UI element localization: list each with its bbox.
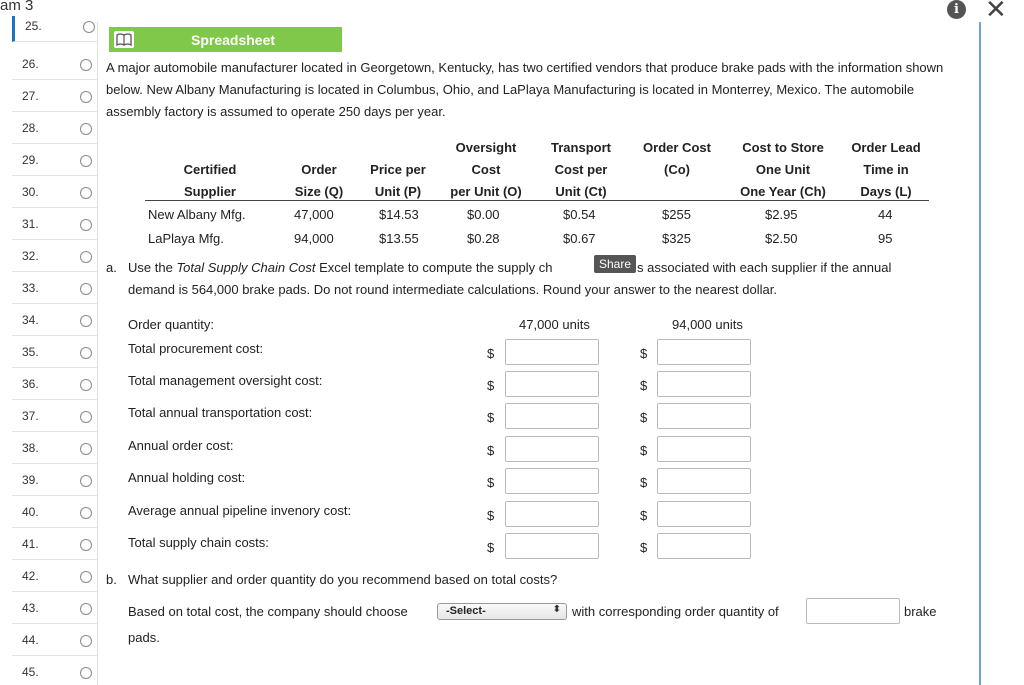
question-number: 34. — [22, 313, 39, 327]
part-a-line1-end: s associated with each supplier if the annual — [637, 260, 892, 275]
question-nav-item[interactable] — [12, 432, 98, 464]
pipeline-cost-47000-input[interactable] — [505, 501, 599, 527]
question-number: 30. — [22, 185, 39, 199]
cell-store: $2.50 — [765, 231, 798, 246]
part-a-line2: demand is 564,000 brake pads. Do not round intermediate calculations. Round your answer to the nearest dollar. — [128, 282, 777, 297]
order-quantity-input[interactable] — [806, 598, 900, 624]
question-nav-item[interactable] — [12, 16, 98, 42]
question-nav-item[interactable] — [12, 208, 98, 240]
question-nav-item[interactable] — [12, 496, 98, 528]
info-icon[interactable]: i — [947, 0, 966, 19]
currency-symbol: $ — [487, 346, 495, 361]
question-nav-item[interactable] — [12, 592, 98, 624]
question-nav-item[interactable] — [12, 400, 98, 432]
question-nav-item[interactable] — [12, 336, 98, 368]
spreadsheet-label: Spreadsheet — [191, 32, 276, 48]
question-number: 31. — [22, 217, 39, 231]
header-transport: Transport Cost per Unit (Ct) — [551, 140, 611, 199]
question-radio-icon[interactable] — [83, 21, 95, 33]
question-nav-item[interactable] — [12, 80, 98, 112]
currency-symbol: $ — [487, 378, 495, 393]
transportation-cost-47000-input[interactable] — [505, 403, 599, 429]
question-radio-icon[interactable] — [80, 379, 92, 391]
question-number: 37. — [22, 409, 39, 423]
question-nav-item[interactable] — [12, 176, 98, 208]
question-navigator — [12, 19, 98, 685]
header-order-size: Order Size (Q) — [294, 162, 344, 199]
question-nav-item[interactable] — [12, 528, 98, 560]
question-number: 41. — [22, 537, 39, 551]
content-right-border — [979, 22, 981, 685]
question-radio-icon[interactable] — [80, 411, 92, 423]
row-label: Total supply chain costs: — [128, 535, 269, 550]
cell-order-cost: $325 — [662, 231, 691, 246]
question-radio-icon[interactable] — [80, 187, 92, 199]
exam-title: am 3 — [0, 0, 34, 14]
question-radio-icon[interactable] — [80, 59, 92, 71]
select-value: -Select- — [446, 605, 486, 617]
cell-oversight: $0.28 — [467, 231, 500, 246]
cell-lead: 44 — [878, 207, 893, 222]
oversight-cost-47000-input[interactable] — [505, 371, 599, 397]
cell-price: $14.53 — [379, 207, 419, 222]
question-radio-icon[interactable] — [80, 603, 92, 615]
cell-store: $2.95 — [765, 207, 798, 222]
question-number: 26. — [22, 57, 39, 71]
pipeline-cost-94000-input[interactable] — [657, 501, 751, 527]
question-number: 27. — [22, 89, 39, 103]
question-number: 39. — [22, 473, 39, 487]
template-name: Total Supply Chain Cost — [176, 260, 316, 275]
part-b-sentence-end: brake — [904, 604, 937, 619]
question-number: 29. — [22, 153, 39, 167]
part-a-line1: Use the Total Supply Chain Cost Excel template to compute the supply ch — [128, 260, 553, 275]
question-number: 44. — [22, 633, 39, 647]
cell-transport: $0.67 — [563, 231, 596, 246]
row-label: Total management oversight cost: — [128, 373, 323, 388]
part-b-prefix: b. — [106, 572, 117, 587]
cell-supplier: LaPlaya Mfg. — [148, 231, 224, 246]
share-button[interactable]: Share — [594, 255, 636, 273]
cell-price: $13.55 — [379, 231, 419, 246]
question-number: 35. — [22, 345, 39, 359]
header-price: Price per Unit (P) — [370, 162, 426, 199]
part-b-question: What supplier and order quantity do you recommend based on total costs? — [128, 572, 558, 587]
currency-symbol: $ — [640, 443, 648, 458]
question-radio-icon[interactable] — [80, 155, 92, 167]
cell-order-size: 47,000 — [294, 207, 334, 222]
currency-symbol: $ — [487, 443, 495, 458]
header-order-cost: Order Cost (Co) — [643, 140, 711, 177]
question-number: 25. — [25, 19, 42, 33]
currency-symbol: $ — [487, 410, 495, 425]
currency-symbol: $ — [640, 508, 648, 523]
currency-symbol: $ — [640, 475, 648, 490]
header-oversight: Oversight Cost per Unit (O) — [450, 140, 522, 199]
question-number: 32. — [22, 249, 39, 263]
question-radio-icon[interactable] — [80, 219, 92, 231]
cell-lead: 95 — [878, 231, 893, 246]
column-header-47000: 47,000 units — [519, 317, 590, 332]
part-b-sentence-wrap: pads. — [128, 630, 160, 645]
total-cost-94000-input[interactable] — [657, 533, 751, 559]
question-radio-icon[interactable] — [80, 443, 92, 455]
question-radio-icon[interactable] — [80, 347, 92, 359]
question-radio-icon[interactable] — [80, 475, 92, 487]
question-number: 42. — [22, 569, 39, 583]
holding-cost-47000-input[interactable] — [505, 468, 599, 494]
question-radio-icon[interactable] — [80, 251, 92, 263]
question-radio-icon[interactable] — [80, 507, 92, 519]
row-label: Average annual pipeline invenory cost: — [128, 503, 352, 518]
oversight-cost-94000-input[interactable] — [657, 371, 751, 397]
column-header-94000: 94,000 units — [672, 317, 743, 332]
cell-order-size: 94,000 — [294, 231, 334, 246]
question-nav-item[interactable] — [12, 272, 98, 304]
currency-symbol: $ — [487, 508, 495, 523]
question-radio-icon[interactable] — [80, 667, 92, 679]
question-nav-item[interactable] — [12, 368, 98, 400]
question-number: 40. — [22, 505, 39, 519]
procurement-cost-47000-input[interactable] — [505, 339, 599, 365]
procurement-cost-94000-input[interactable] — [657, 339, 751, 365]
select-arrows-icon: ⬍ — [552, 604, 561, 615]
question-radio-icon[interactable] — [80, 571, 92, 583]
cell-order-cost: $255 — [662, 207, 691, 222]
cell-transport: $0.54 — [563, 207, 596, 222]
close-icon[interactable]: ✕ — [985, 0, 1007, 24]
supplier-select[interactable] — [437, 603, 567, 620]
holding-cost-94000-input[interactable] — [657, 468, 751, 494]
question-nav-item[interactable] — [12, 464, 98, 496]
table-header-rule — [145, 200, 929, 201]
order-cost-47000-input[interactable] — [505, 436, 599, 462]
problem-intro: A major automobile manufacturer located in Georgetown, Kentucky, has two certified vendors that produce brake pads with the information shown below. New Albany Manufacturing is located in Columbus, Ohio, and LaPlaya Manufacturing is located in Monterrey, Mexico. The automobile assembly factory is assumed to operate 250 days per year. — [106, 60, 944, 119]
top-bar — [0, 0, 1024, 22]
header-cost-to-store: Cost to Store One Unit One Year (Ch) — [740, 140, 826, 199]
book-icon — [114, 31, 134, 48]
question-nav-item[interactable] — [12, 560, 98, 592]
question-nav-item[interactable] — [12, 112, 98, 144]
question-number: 38. — [22, 441, 39, 455]
row-label: Total annual transportation cost: — [128, 405, 313, 420]
transportation-cost-94000-input[interactable] — [657, 403, 751, 429]
currency-symbol: $ — [640, 346, 648, 361]
question-number: 28. — [22, 121, 39, 135]
question-radio-icon[interactable] — [80, 635, 92, 647]
question-radio-icon[interactable] — [80, 283, 92, 295]
question-nav-item[interactable] — [12, 48, 98, 80]
question-nav-item[interactable] — [12, 144, 98, 176]
cell-supplier: New Albany Mfg. — [148, 207, 246, 222]
question-number: 45. — [22, 665, 39, 679]
question-radio-icon[interactable] — [80, 123, 92, 135]
currency-symbol: $ — [640, 410, 648, 425]
part-b-sentence-mid: with corresponding order quantity of — [572, 604, 779, 619]
question-nav-item[interactable] — [12, 656, 98, 685]
currency-symbol: $ — [487, 475, 495, 490]
row-label: Annual order cost: — [128, 438, 234, 453]
question-number: 33. — [22, 281, 39, 295]
question-radio-icon[interactable] — [80, 539, 92, 551]
part-a-prefix: a. — [106, 260, 117, 275]
spreadsheet-button[interactable] — [109, 27, 342, 52]
currency-symbol: $ — [640, 540, 648, 555]
currency-symbol: $ — [640, 378, 648, 393]
currency-symbol: $ — [487, 540, 495, 555]
total-cost-47000-input[interactable] — [505, 533, 599, 559]
header-order-lead: Order Lead Time in Days (L) — [851, 140, 921, 199]
question-number: 43. — [22, 601, 39, 615]
part-b-sentence-start: Based on total cost, the company should choose — [128, 604, 408, 619]
row-label: Annual holding cost: — [128, 470, 246, 485]
header-supplier: Certified Supplier — [183, 162, 237, 199]
cell-oversight: $0.00 — [467, 207, 500, 222]
question-number: 36. — [22, 377, 39, 391]
question-radio-icon[interactable] — [80, 315, 92, 327]
question-nav-item[interactable] — [12, 304, 98, 336]
question-nav-item[interactable] — [12, 240, 98, 272]
order-cost-94000-input[interactable] — [657, 436, 751, 462]
row-label: Total procurement cost: — [128, 341, 264, 356]
question-radio-icon[interactable] — [80, 91, 92, 103]
question-nav-item[interactable] — [12, 624, 98, 656]
order-quantity-label: Order quantity: — [128, 317, 214, 332]
